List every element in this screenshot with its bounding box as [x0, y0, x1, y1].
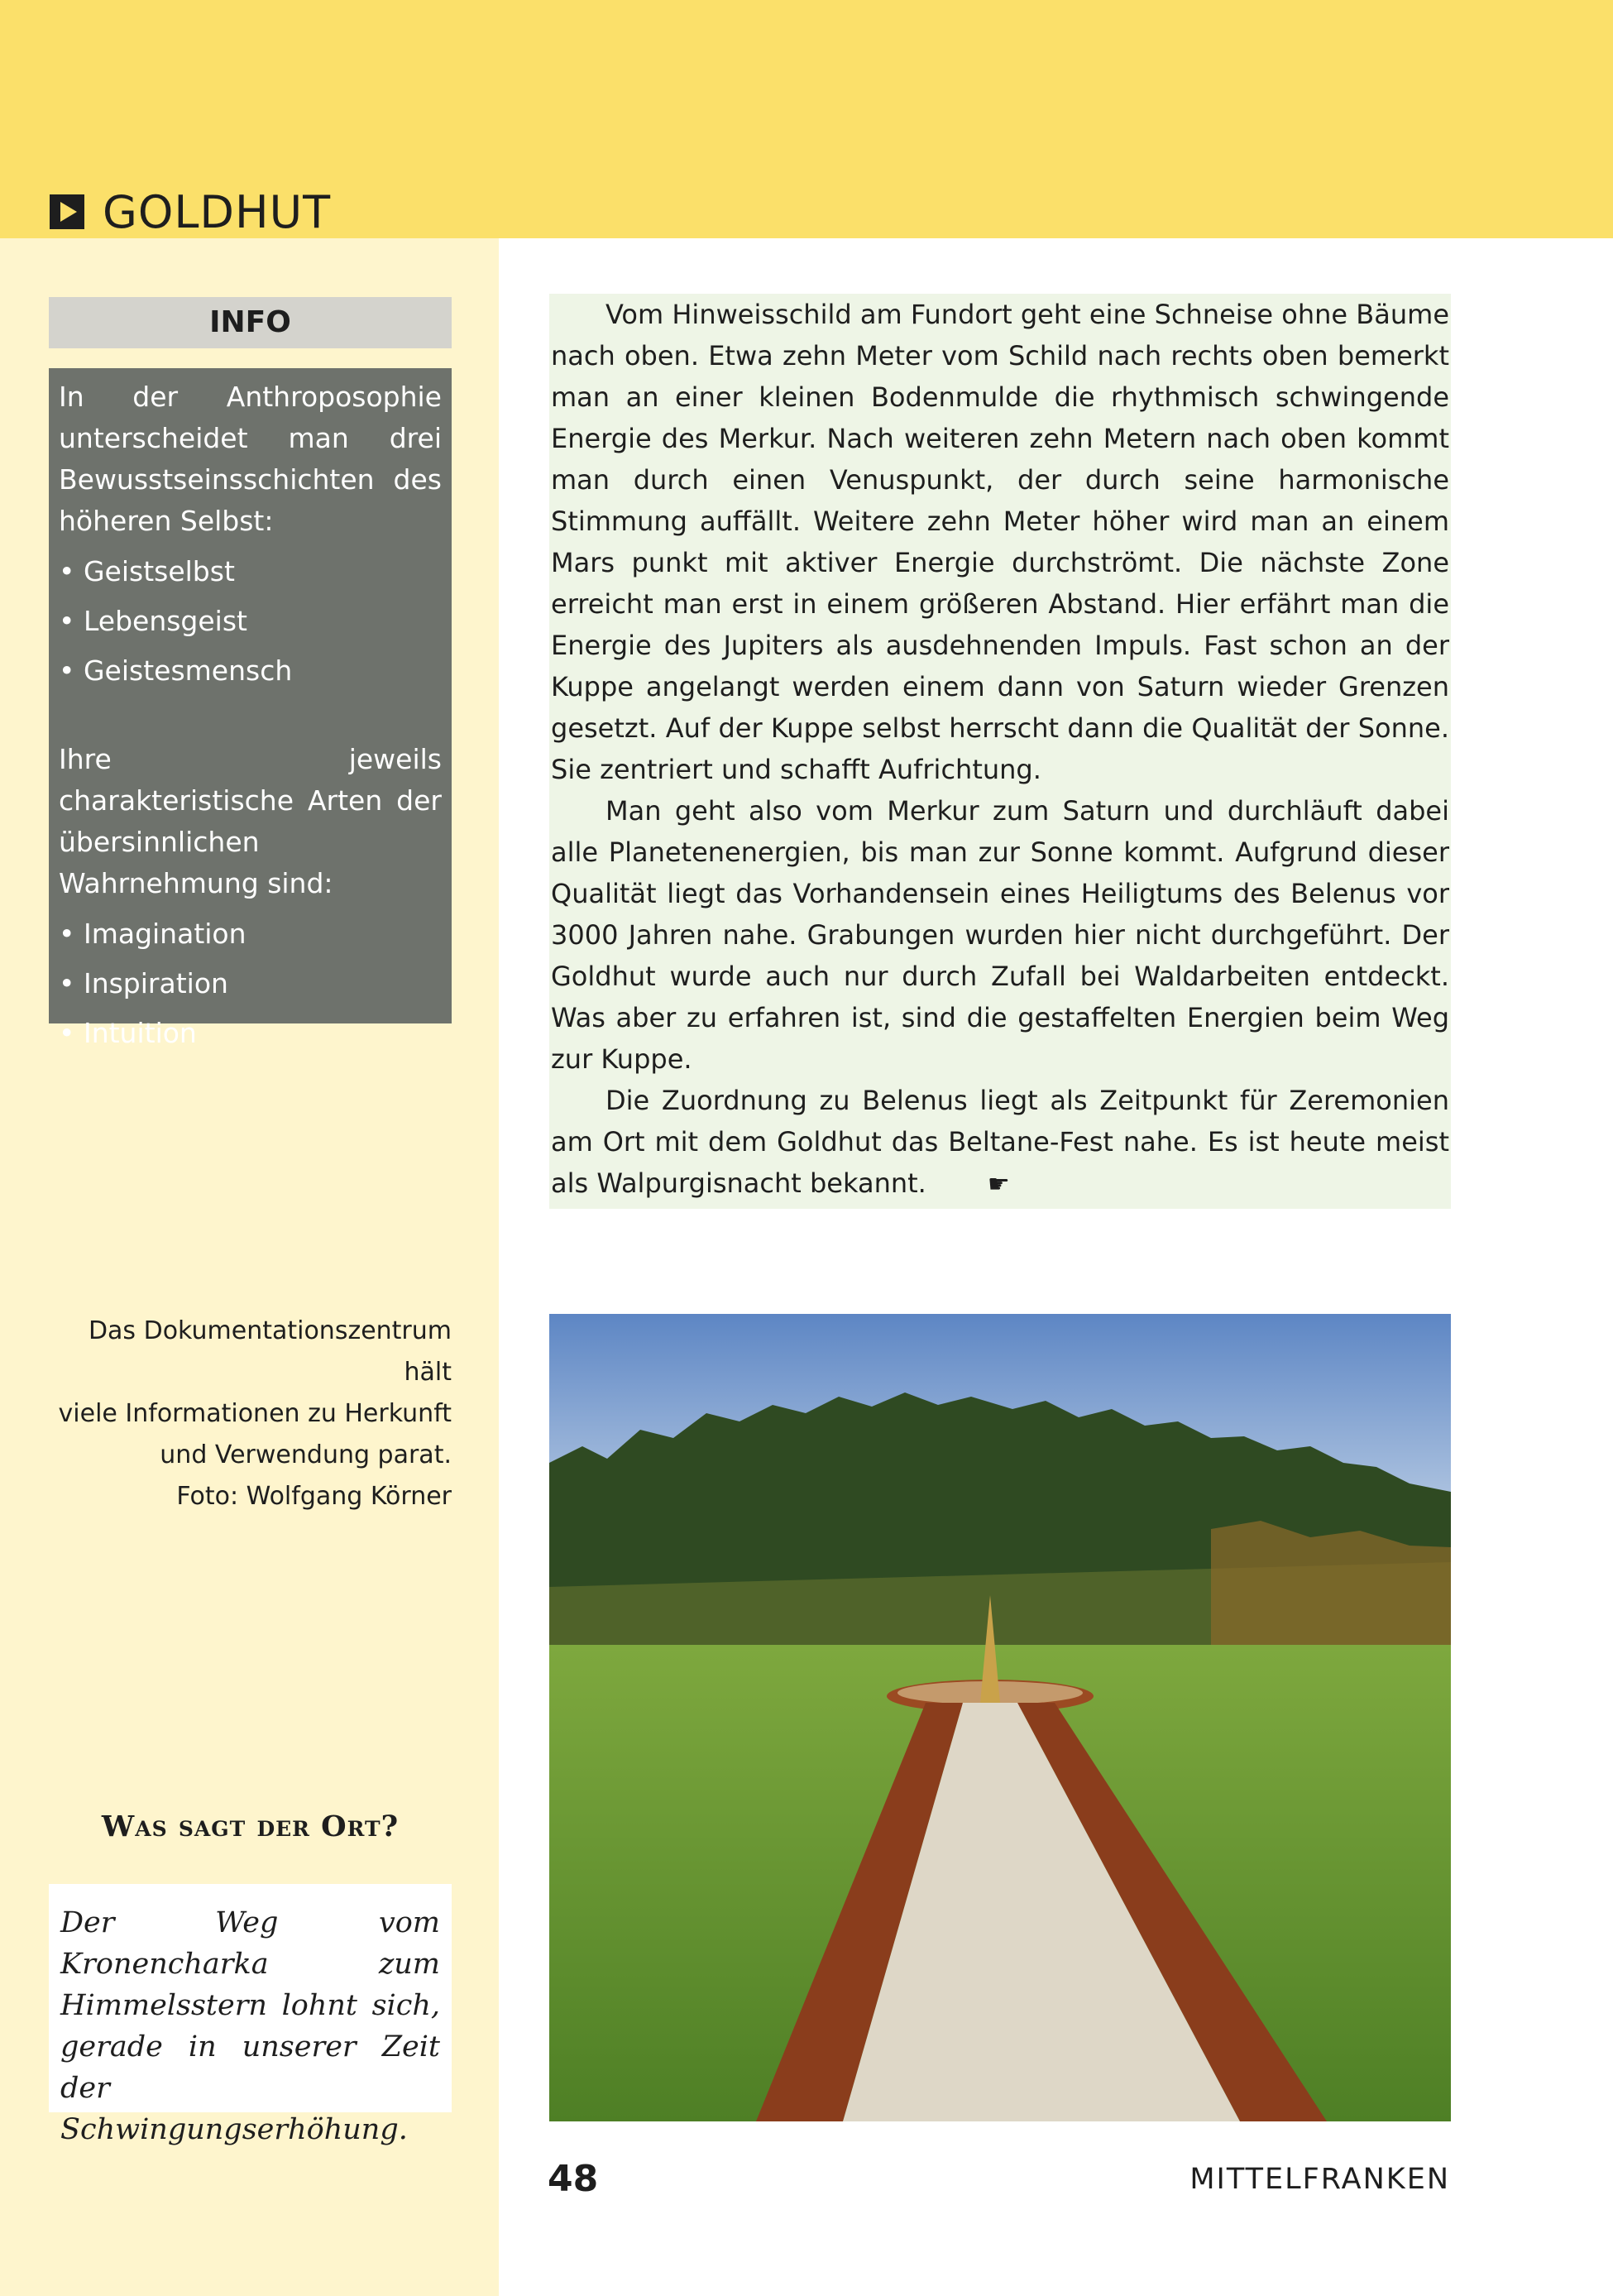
info-box — [49, 368, 452, 1049]
caption-line: und Verwendung parat. — [160, 1440, 452, 1469]
list-item: • Geistselbst — [59, 547, 442, 597]
list-item: • Geistesmensch — [59, 646, 442, 696]
list-item: • Intuition — [59, 1009, 442, 1058]
caption-credit: Foto: Wolfgang Körner — [176, 1482, 452, 1511]
caption-line: viele Informationen zu Herkunft — [58, 1399, 452, 1428]
photo-caption — [49, 1311, 452, 1517]
region-label: MITTELFRANKEN — [1189, 2163, 1450, 2196]
quote-text: Der Weg vom Kronencharka zum Himmelsstern lohnt sich, gerade in unserer Zeit der Schwingungserhöhung. — [60, 1906, 440, 2146]
body-paragraph-1: Vom Hinweisschild am Fundort geht eine Schneise ohne Bäume nach oben. Etwa zehn Meter vom Schild nach rechts oben bemerkt man an einer kleinen Bodenmulde die rhythmisch schwingende Energie des Merkur. Nach weiteren zehn Metern nach oben kommt man durch einen Venuspunkt, der durch seine harmonische Stimmung auffällt. Weitere zehn Meter höher wird man an einem Mars punkt mit aktiver Energie durchströmt. Die nächste Zone erreicht man erst in einem größeren Abstand. Hier erfährt man die Energie des Jupiters als ausdehnenden Impuls. Fast schon an der Kuppe angelangt werden einem dann von Saturn wieder Grenzen gesetzt. Auf der Kuppe selbst herrscht dann die Qualität der Sonne. Sie zentriert und schafft Aufrichtung. — [551, 299, 1449, 785]
list-item: • Imagination — [59, 909, 442, 959]
title-row — [50, 184, 331, 240]
info-paragraph-2: Ihre jeweils charakteristische Arten der übersinnlichen Wahrnehmung sind: — [59, 743, 442, 899]
main-text — [549, 294, 1451, 1209]
caption-line: Das Dokumentationszentrum hält — [88, 1316, 452, 1387]
pointing-hand-icon: ☛ — [987, 1170, 1010, 1199]
photo-goldhut-site — [549, 1314, 1451, 2121]
body-paragraph-3 — [551, 1080, 1449, 1206]
list-item: • Lebensgeist — [59, 597, 442, 646]
info-list-1 — [59, 547, 442, 696]
quote-box — [49, 1884, 452, 2146]
play-box-icon — [50, 194, 84, 229]
info-paragraph-1: In der Anthroposophie unterscheidet man drei Bewusstseinsschichten des höheren Selbst: — [59, 381, 442, 537]
info-heading: INFO — [49, 297, 452, 348]
info-list-2 — [59, 909, 442, 1058]
page-number: 48 — [548, 2158, 599, 2200]
list-item: • Inspiration — [59, 959, 442, 1009]
was-sagt-heading: Was sagt der Ort? — [101, 1809, 400, 1843]
body-paragraph-2: Man geht also vom Merkur zum Saturn und durchläuft dabei alle Planetenenergien, bis man zur Sonne kommt. Aufgrund dieser Qualität liegt das Vorhandensein eines Heiligtums des Belenus vor 3000 Jahren nahe. Grabungen wurden hier nicht durchgeführt. Der Goldhut wurde auch nur durch Zufall bei Waldarbeiten entdeckt. Was aber zu erfahren ist, sind die gestaffelten Energien beim Weg zur Kuppe. — [551, 795, 1449, 1075]
page-title: GOLDHUT — [103, 185, 332, 238]
body-paragraph-3-text: Die Zuordnung zu Belenus liegt als Zeitpunkt für Zeremonien am Ort mit dem Goldhut das Beltane-Fest nahe. Es ist heute meist als Walpurgisnacht bekannt. — [551, 1085, 1449, 1199]
